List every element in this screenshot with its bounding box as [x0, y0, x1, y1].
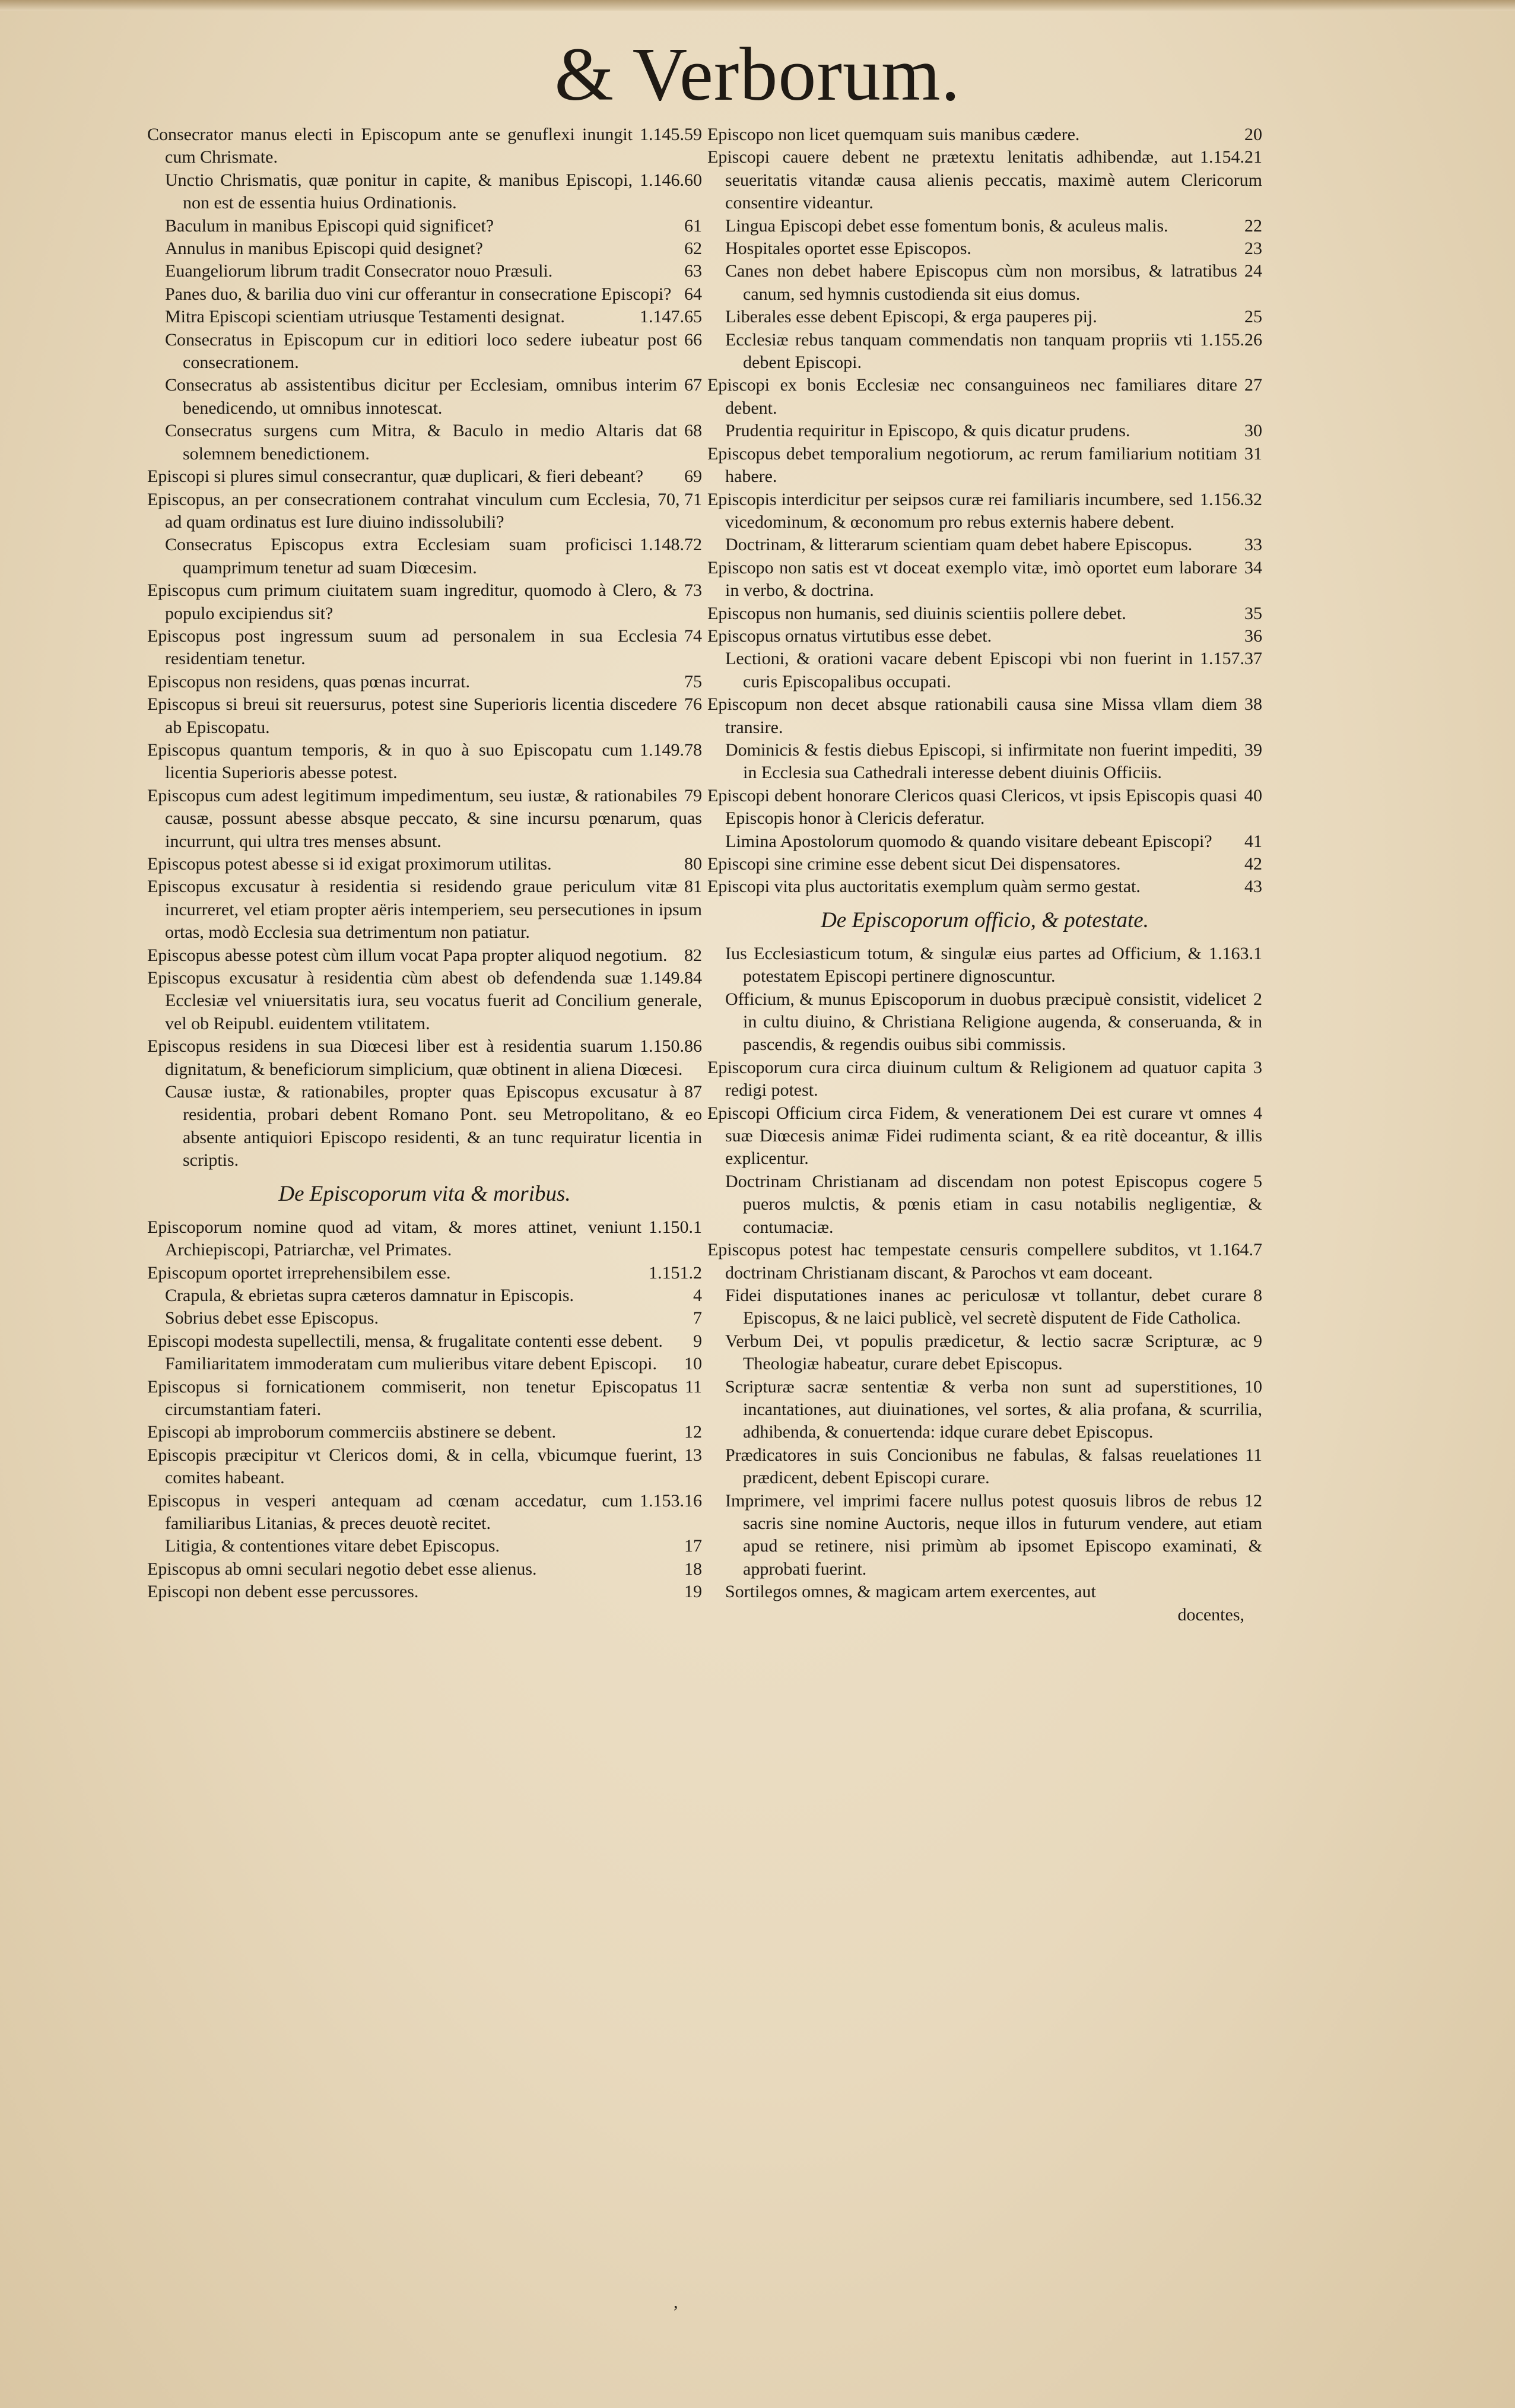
right-column	[707, 123, 1262, 1626]
entry-reference: 2	[1253, 989, 1262, 1009]
entry-text: Episcopus cum adest legitimum impedimentum, seu iustæ, & rationabiles causæ, possunt abesse absque peccato, & sine incursu pœnarum, quas incurrunt, qui ultra tres menses absunt.	[147, 785, 702, 851]
entry-reference: 5	[1253, 1171, 1262, 1191]
entry-reference: 10	[684, 1354, 702, 1374]
index-entry	[147, 237, 702, 260]
index-entry	[147, 625, 702, 671]
entry-text: Episcopus si fornicationem commiserit, non tenetur Episcopatus circumstantiam fateri.	[147, 1376, 678, 1419]
entry-text: Episcopum non decet absque rationabili causa sine Missa vllam diem transire.	[707, 694, 1237, 737]
entry-reference: 70, 71	[658, 489, 702, 509]
index-entry	[707, 830, 1262, 853]
entry-text: Sortilegos omnes, & magicam artem exercentes, aut	[725, 1582, 1096, 1602]
entry-reference: 63	[684, 261, 702, 281]
entry-reference: 75	[684, 671, 702, 691]
entry-text: Episcopus non humanis, sed diuinis scientiis pollere debet.	[707, 603, 1126, 623]
index-entry	[707, 1284, 1262, 1330]
index-entry	[147, 693, 702, 739]
entry-reference: 74	[684, 626, 702, 646]
index-entry	[707, 875, 1262, 898]
entry-reference: 1.155.26	[1200, 329, 1262, 350]
index-entry	[707, 1102, 1262, 1170]
index-entry	[147, 1307, 702, 1330]
entry-text: Episcopus abesse potest cùm illum vocat Papa propter aliquod negotium.	[147, 945, 668, 965]
running-header: & Verborum.	[554, 32, 961, 116]
entry-text: Episcopi sine crimine esse debent sicut Dei dispensatores.	[707, 854, 1121, 874]
entry-reference: 40	[1244, 785, 1262, 805]
right-section-entries	[707, 943, 1262, 1604]
entry-reference: 87	[684, 1082, 702, 1102]
entry-text: Episcopus non residens, quas pœnas incurrat.	[147, 671, 471, 691]
index-entry	[707, 602, 1262, 625]
index-entry	[147, 875, 702, 944]
entry-text: Lingua Episcopi debet esse fomentum bonis, & aculeus malis.	[725, 215, 1168, 236]
entry-reference: 27	[1244, 375, 1262, 395]
index-entry	[147, 1353, 702, 1375]
entry-text: Baculum in manibus Episcopi quid significet?	[165, 215, 494, 236]
entry-text: Episcopi modesta supellectili, mensa, & frugalitate contenti esse debent.	[147, 1331, 663, 1351]
index-entry	[147, 1421, 702, 1443]
entry-text: Sobrius debet esse Episcopus.	[165, 1308, 379, 1328]
index-entry	[147, 374, 702, 420]
index-entry	[147, 1330, 702, 1353]
index-entry	[707, 943, 1262, 988]
entry-reference: 25	[1244, 307, 1262, 327]
entry-text: Episcopi si plures simul consecrantur, quæ duplicari, & fieri debeant?	[147, 467, 644, 487]
entry-text: Episcopo non licet quemquam suis manibus cædere.	[707, 125, 1080, 144]
left-column	[147, 123, 702, 1604]
right-entries	[707, 123, 1262, 899]
entry-text: Scripturæ sacræ sententiæ & verba non sunt ad superstitiones, incantationes, aut diuinationes, vel sortes, & alia profana, & scurrilia, adhibenda, & conuertenda: idque curare debet Episcopus.	[725, 1376, 1262, 1442]
index-entry	[707, 237, 1262, 260]
index-entry	[147, 123, 702, 169]
entry-text: Ecclesiæ rebus tanquam commendatis non tanquam propriis vti debent Episcopi.	[725, 329, 1193, 373]
entry-reference: 1.149.78	[640, 740, 702, 760]
entry-reference: 67	[684, 375, 702, 395]
left-section-entries	[147, 1216, 702, 1604]
entry-reference: 79	[684, 785, 702, 805]
index-entry	[147, 853, 702, 875]
index-entry	[707, 785, 1262, 830]
index-entry	[707, 557, 1262, 602]
index-entry	[707, 648, 1262, 693]
index-entry	[147, 488, 702, 534]
entry-reference: 1.146.60	[640, 170, 702, 190]
index-entry	[147, 967, 702, 1035]
index-entry	[147, 579, 702, 625]
entry-text: Consecratus ab assistentibus dicitur per Ecclesiam, omnibus interim benedicendo, ut omnibus innotescat.	[165, 375, 677, 418]
index-entry	[147, 1035, 702, 1081]
entry-reference: 41	[1244, 831, 1262, 851]
entry-reference: 8	[1253, 1285, 1262, 1305]
footer-mark: ,	[674, 2292, 678, 2312]
entry-text: Prædicatores in suis Concionibus ne fabulas, & falsas reuelationes prædicent, debent Episcopi curare.	[725, 1445, 1238, 1488]
left-entries	[147, 123, 702, 1172]
index-entry	[707, 260, 1262, 306]
entry-reference: 1.148.72	[640, 535, 702, 555]
entry-text: Hospitales oportet esse Episcopos.	[725, 239, 971, 259]
entry-reference: 38	[1244, 694, 1262, 715]
index-entry	[707, 534, 1262, 556]
index-entry	[147, 1081, 702, 1172]
entry-text: Lectioni, & orationi vacare debent Episcopi vbi non fuerint in curis Episcopalibus occupati.	[725, 649, 1193, 691]
entry-reference: 1.153.16	[640, 1490, 702, 1511]
entry-text: Familiaritatem immoderatam cum mulieribus vitare debent Episcopi.	[165, 1354, 657, 1374]
entry-text: Episcopus, an per consecrationem contrahat vinculum cum Ecclesia, ad quam ordinatus est Iure diuino indissolubili?	[147, 489, 650, 532]
entry-text: Mitra Episcopi scientiam utriusque Testamenti designat.	[165, 307, 565, 327]
entry-reference: 1.150.1	[649, 1217, 702, 1237]
entry-text: Episcopus post ingressum suum ad personalem in sua Ecclesia residentiam tenetur.	[147, 626, 677, 669]
entry-reference: 81	[684, 877, 702, 897]
index-entry	[707, 443, 1262, 488]
index-entry	[147, 420, 702, 465]
section-title-officio: De Episcoporum officio, & potestate.	[821, 908, 1149, 932]
entry-reference: 33	[1244, 535, 1262, 555]
entry-text: Canes non debet habere Episcopus cùm non morsibus, & latratibus canum, sed hymnis custodienda sit eius domus.	[725, 261, 1237, 304]
index-entry	[707, 693, 1262, 739]
entry-text: Episcopi non debent esse percussores.	[147, 1582, 419, 1602]
entry-reference: 9	[1253, 1331, 1262, 1351]
entry-text: Imprimere, vel imprimi facere nullus potest quosuis libros de rebus sacris sine nomine Auctoris, neque illos in futurum vendere, aut etiam apud se retinere, nisi primùm ab ipsomet Episcopo examinati, & approbati fuerint.	[725, 1490, 1262, 1579]
index-entry	[147, 1376, 702, 1422]
entry-reference: 1.154.21	[1200, 147, 1262, 167]
entry-reference: 9	[693, 1331, 702, 1351]
index-entry	[147, 283, 702, 306]
entry-reference: 1.151.2	[649, 1262, 702, 1283]
entry-text: Liberales esse debent Episcopi, & erga pauperes pij.	[725, 307, 1097, 327]
index-entry	[147, 1535, 702, 1557]
entry-reference: 4	[693, 1285, 702, 1305]
entry-reference: 11	[1245, 1445, 1262, 1465]
entry-text: Episcopi vita plus auctoritatis exemplum quàm sermo gestat.	[707, 877, 1141, 897]
entry-reference: 34	[1244, 557, 1262, 578]
entry-reference: 19	[684, 1582, 702, 1602]
entry-text: Episcopi Officium circa Fidem, & venerationem Dei est curare vt omnes suæ Diœcesis animæ Fidei rudimenta sciant, & ea ritè doceantur, & illis explicentur.	[707, 1103, 1262, 1169]
index-entry	[707, 420, 1262, 442]
entry-text: Ius Ecclesiasticum totum, & singulæ eius partes ad Officium, & potestatem Episcopi pertinere dignoscuntur.	[725, 943, 1202, 986]
entry-reference: 61	[684, 215, 702, 236]
entry-reference: 13	[684, 1445, 702, 1465]
entry-reference: 17	[684, 1536, 702, 1556]
entry-text: Episcopum oportet irreprehensibilem esse.	[147, 1262, 451, 1283]
entry-text: Episcopi cauere debent ne prætextu lenitatis adhibendæ, aut seueritatis vitandæ causa alienis peccatis, maximè autem Clericorum consentire videantur.	[707, 147, 1262, 213]
entry-text: Episcopus excusatur à residentia cùm abest ob defendenda suæ Ecclesiæ vel vniuersitatis iura, seu vocatus fuerit ad Concilium generale, vel ob Reipubl. euidentem vtilitatem.	[147, 968, 702, 1033]
entry-reference: 35	[1244, 603, 1262, 623]
entry-text: Episcopi ab improborum commerciis abstinere se debent.	[147, 1422, 556, 1442]
entry-reference: 66	[684, 329, 702, 350]
index-entry	[147, 260, 702, 283]
entry-reference: 68	[684, 421, 702, 441]
entry-reference: 1.150.86	[640, 1036, 702, 1057]
entry-text: Episcopus cum primum ciuitatem suam ingreditur, quomodo à Clero, & populo excipiendus sit?	[147, 580, 677, 623]
entry-text: Doctrinam, & litterarum scientiam quam debet habere Episcopus.	[725, 535, 1193, 555]
entry-text: Consecrator manus electi in Episcopum ante se genuflexi inungit cum Chrismate.	[147, 125, 633, 167]
entry-reference: 18	[684, 1559, 702, 1579]
entry-reference: 20	[1244, 125, 1262, 144]
index-entry	[147, 306, 702, 328]
entry-reference: 1.156.32	[1200, 489, 1262, 509]
entry-reference: 1.145.59	[640, 125, 702, 144]
entry-text: Annulus in manibus Episcopi quid designet?	[165, 239, 483, 259]
entry-text: Episcopus residens in sua Diœcesi liber est à residentia suarum dignitatum, & beneficiorum simplicium, quæ obtinent in aliena Diœcesi.	[147, 1036, 683, 1079]
index-entry	[147, 534, 702, 579]
index-entry	[707, 1170, 1262, 1239]
entry-reference: 43	[1244, 877, 1262, 897]
entry-reference: 1.164.7	[1209, 1240, 1262, 1260]
entry-reference: 11	[685, 1376, 702, 1397]
index-entry	[147, 671, 702, 693]
index-entry	[707, 1376, 1262, 1444]
entry-reference: 3	[1253, 1057, 1262, 1077]
entry-text: Unctio Chrismatis, quæ ponitur in capite, & manibus Episcopi, non est de essentia huius Ordinationis.	[165, 170, 633, 213]
entry-text: Consecratus Episcopus extra Ecclesiam suam proficisci quamprimum tenetur ad suam Diœcesim.	[165, 535, 633, 578]
index-entry	[147, 1284, 702, 1307]
index-entry	[707, 625, 1262, 648]
entry-text: Prudentia requiritur in Episcopo, & quis dicatur prudens.	[725, 421, 1130, 441]
index-entry	[707, 1057, 1262, 1102]
index-entry	[707, 123, 1262, 146]
index-entry	[707, 853, 1262, 875]
index-entry	[707, 1444, 1262, 1490]
entry-reference: 62	[684, 239, 702, 259]
entry-text: Episcopus excusatur à residentia si residendo graue periculum vitæ incurreret, vel etiam propter aëris intemperiem, seu persecutiones in ipsum ortas, modò Ecclesia sua detrimentum non patiatur.	[147, 877, 702, 943]
entry-text: Episcopi ex bonis Ecclesiæ nec consanguineos nec familiares ditare debent.	[707, 375, 1237, 418]
entry-reference: 23	[1244, 239, 1262, 259]
page-top-edge	[0, 0, 1515, 11]
index-entry	[147, 465, 702, 488]
entry-text: Episcopis interdicitur per seipsos curæ rei familiaris incumbere, sed vicedominum, & œconomum pro rebus externis habere debent.	[707, 489, 1193, 532]
entry-text: Episcoporum nomine quod ad vitam, & mores attinet, veniunt Archiepiscopi, Patriarchæ, vel Primates.	[147, 1217, 641, 1260]
entry-reference: 12	[1244, 1490, 1262, 1511]
index-entry	[147, 329, 702, 375]
entry-text: Episcoporum cura circa diuinum cultum & Religionem ad quatuor capita redigi potest.	[707, 1057, 1246, 1100]
entry-text: Episcopi debent honorare Clericos quasi Clericos, vt ipsis Episcopis quasi Episcopis honor à Clericis deferatur.	[707, 785, 1237, 829]
entry-reference: 76	[684, 694, 702, 715]
entry-reference: 4	[1253, 1103, 1262, 1123]
index-entry	[707, 1490, 1262, 1581]
entry-reference: 36	[1244, 626, 1262, 646]
entry-reference: 7	[693, 1308, 702, 1328]
index-entry	[707, 329, 1262, 375]
index-entry	[147, 785, 702, 853]
index-entry	[707, 374, 1262, 420]
index-entry	[147, 739, 702, 785]
index-entry	[147, 215, 702, 237]
entry-text: Dominicis & festis diebus Episcopi, si infirmitate non fuerint impediti, in Ecclesia sua Cathedrali interesse debent diuinis Officiis.	[725, 740, 1237, 783]
entry-text: Litigia, & contentiones vitare debet Episcopus.	[165, 1536, 500, 1556]
index-entry	[147, 944, 702, 967]
entry-text: Fidei disputationes inanes ac periculosæ vt tollantur, debet curare Episcopus, & ne laici publicè, vel secretè disputent de Fide Catholica.	[725, 1285, 1246, 1328]
entry-reference: 1.163.1	[1209, 943, 1262, 963]
entry-reference: 1.157.37	[1200, 649, 1262, 669]
index-entry	[707, 1239, 1262, 1284]
index-entry	[707, 306, 1262, 328]
index-entry	[707, 215, 1262, 237]
entry-reference: 12	[684, 1422, 702, 1442]
entry-reference: 10	[1244, 1376, 1262, 1397]
index-entry	[707, 1330, 1262, 1376]
section-title-vita: De Episcoporum vita & moribus.	[278, 1181, 571, 1206]
index-entry	[147, 1558, 702, 1581]
entry-text: Verbum Dei, vt populis prædicetur, & lectio sacræ Scripturæ, ac Theologiæ habeatur, curare debet Episcopus.	[725, 1331, 1246, 1374]
index-entry	[707, 739, 1262, 785]
entry-text: Euangeliorum librum tradit Consecrator nouo Præsuli.	[165, 261, 553, 281]
entry-reference: 69	[684, 467, 702, 487]
entry-reference: 73	[684, 580, 702, 601]
entry-reference: 82	[684, 945, 702, 965]
entry-reference: 1.147.65	[640, 307, 702, 327]
entry-text: Episcopus potest abesse si id exigat proximorum utilitas.	[147, 854, 552, 874]
index-entry	[147, 1444, 702, 1490]
entry-text: Episcopus quantum temporis, & in quo à suo Episcopatu cum licentia Superioris abesse potest.	[147, 740, 633, 783]
entry-text: Episcopus in vesperi antequam ad cœnam accedatur, cum familiaribus Litanias, & preces deuotè recitet.	[147, 1490, 633, 1533]
entry-reference: 1.149.84	[640, 968, 702, 988]
index-entry	[147, 1581, 702, 1603]
entry-reference: 42	[1244, 854, 1262, 874]
catchword: docentes,	[1177, 1604, 1244, 1625]
index-entry	[707, 988, 1262, 1057]
index-entry	[147, 1490, 702, 1535]
entry-reference: 39	[1244, 740, 1262, 760]
entry-text: Episcopus ab omni seculari negotio debet esse alienus.	[147, 1559, 537, 1579]
index-entry	[147, 1262, 702, 1284]
entry-reference: 24	[1244, 261, 1262, 281]
entry-reference: 31	[1244, 443, 1262, 464]
entry-reference: 80	[684, 854, 702, 874]
entry-text: Crapula, & ebrietas supra cæteros damnatur in Episcopis.	[165, 1285, 574, 1305]
entry-text: Episcopus potest hac tempestate censuris compellere subditos, vt doctrinam Christianam discant, & Parochos vt eam doceant.	[707, 1240, 1202, 1283]
entry-text: Episcopo non satis est vt doceat exemplo vitæ, imò oportet eum laborare in verbo, & doctrina.	[707, 557, 1237, 601]
index-entry	[147, 169, 702, 215]
entry-text: Officium, & munus Episcoporum in duobus præcipuè consistit, videlicet in cultu diuino, & Christiana Religione augenda, & conseruanda, & in pascendis, & regendis ouibus sibi commissis.	[725, 989, 1262, 1055]
index-entry	[707, 146, 1262, 214]
entry-text: Episcopus ornatus virtutibus esse debet.	[707, 626, 992, 646]
index-entry	[147, 1216, 702, 1262]
entry-reference: 64	[684, 284, 702, 304]
index-entry	[707, 488, 1262, 534]
entry-text: Consecratus in Episcopum cur in editiori loco sedere iubeatur post consecrationem.	[165, 329, 677, 373]
entry-text: Episcopus debet temporalium negotiorum, ac rerum familiarium notitiam habere.	[707, 443, 1237, 487]
entry-text: Doctrinam Christianam ad discendam non potest Episcopus cogere pueros mulctis, & pœnis etiam in casu notabilis negligentiæ, & contumaciæ.	[725, 1171, 1262, 1237]
entry-text: Consecratus surgens cum Mitra, & Baculo in medio Altaris dat solemnem benedictionem.	[165, 421, 677, 464]
entry-text: Causæ iustæ, & rationabiles, propter quas Episcopus excusatur à residentia, probari debent Romano Pont. seu Metropolitano, & eo absente antiquiori Episcopo residenti, & an tunc requiratur licentia in scriptis.	[165, 1082, 702, 1170]
entry-text: Episcopis præcipitur vt Clericos domi, & in cella, vbicumque fuerint, comites habeant.	[147, 1445, 677, 1488]
entry-text: Limina Apostolorum quomodo & quando visitare debeant Episcopi?	[725, 831, 1212, 851]
entry-text: Panes duo, & barilia duo vini cur offerantur in consecratione Episcopi?	[165, 284, 672, 304]
entry-reference: 22	[1244, 215, 1262, 236]
entry-reference: 30	[1244, 421, 1262, 441]
index-entry	[707, 1581, 1262, 1603]
entry-text: Episcopus si breui sit reuersurus, potest sine Superioris licentia discedere ab Episcopatu.	[147, 694, 677, 737]
